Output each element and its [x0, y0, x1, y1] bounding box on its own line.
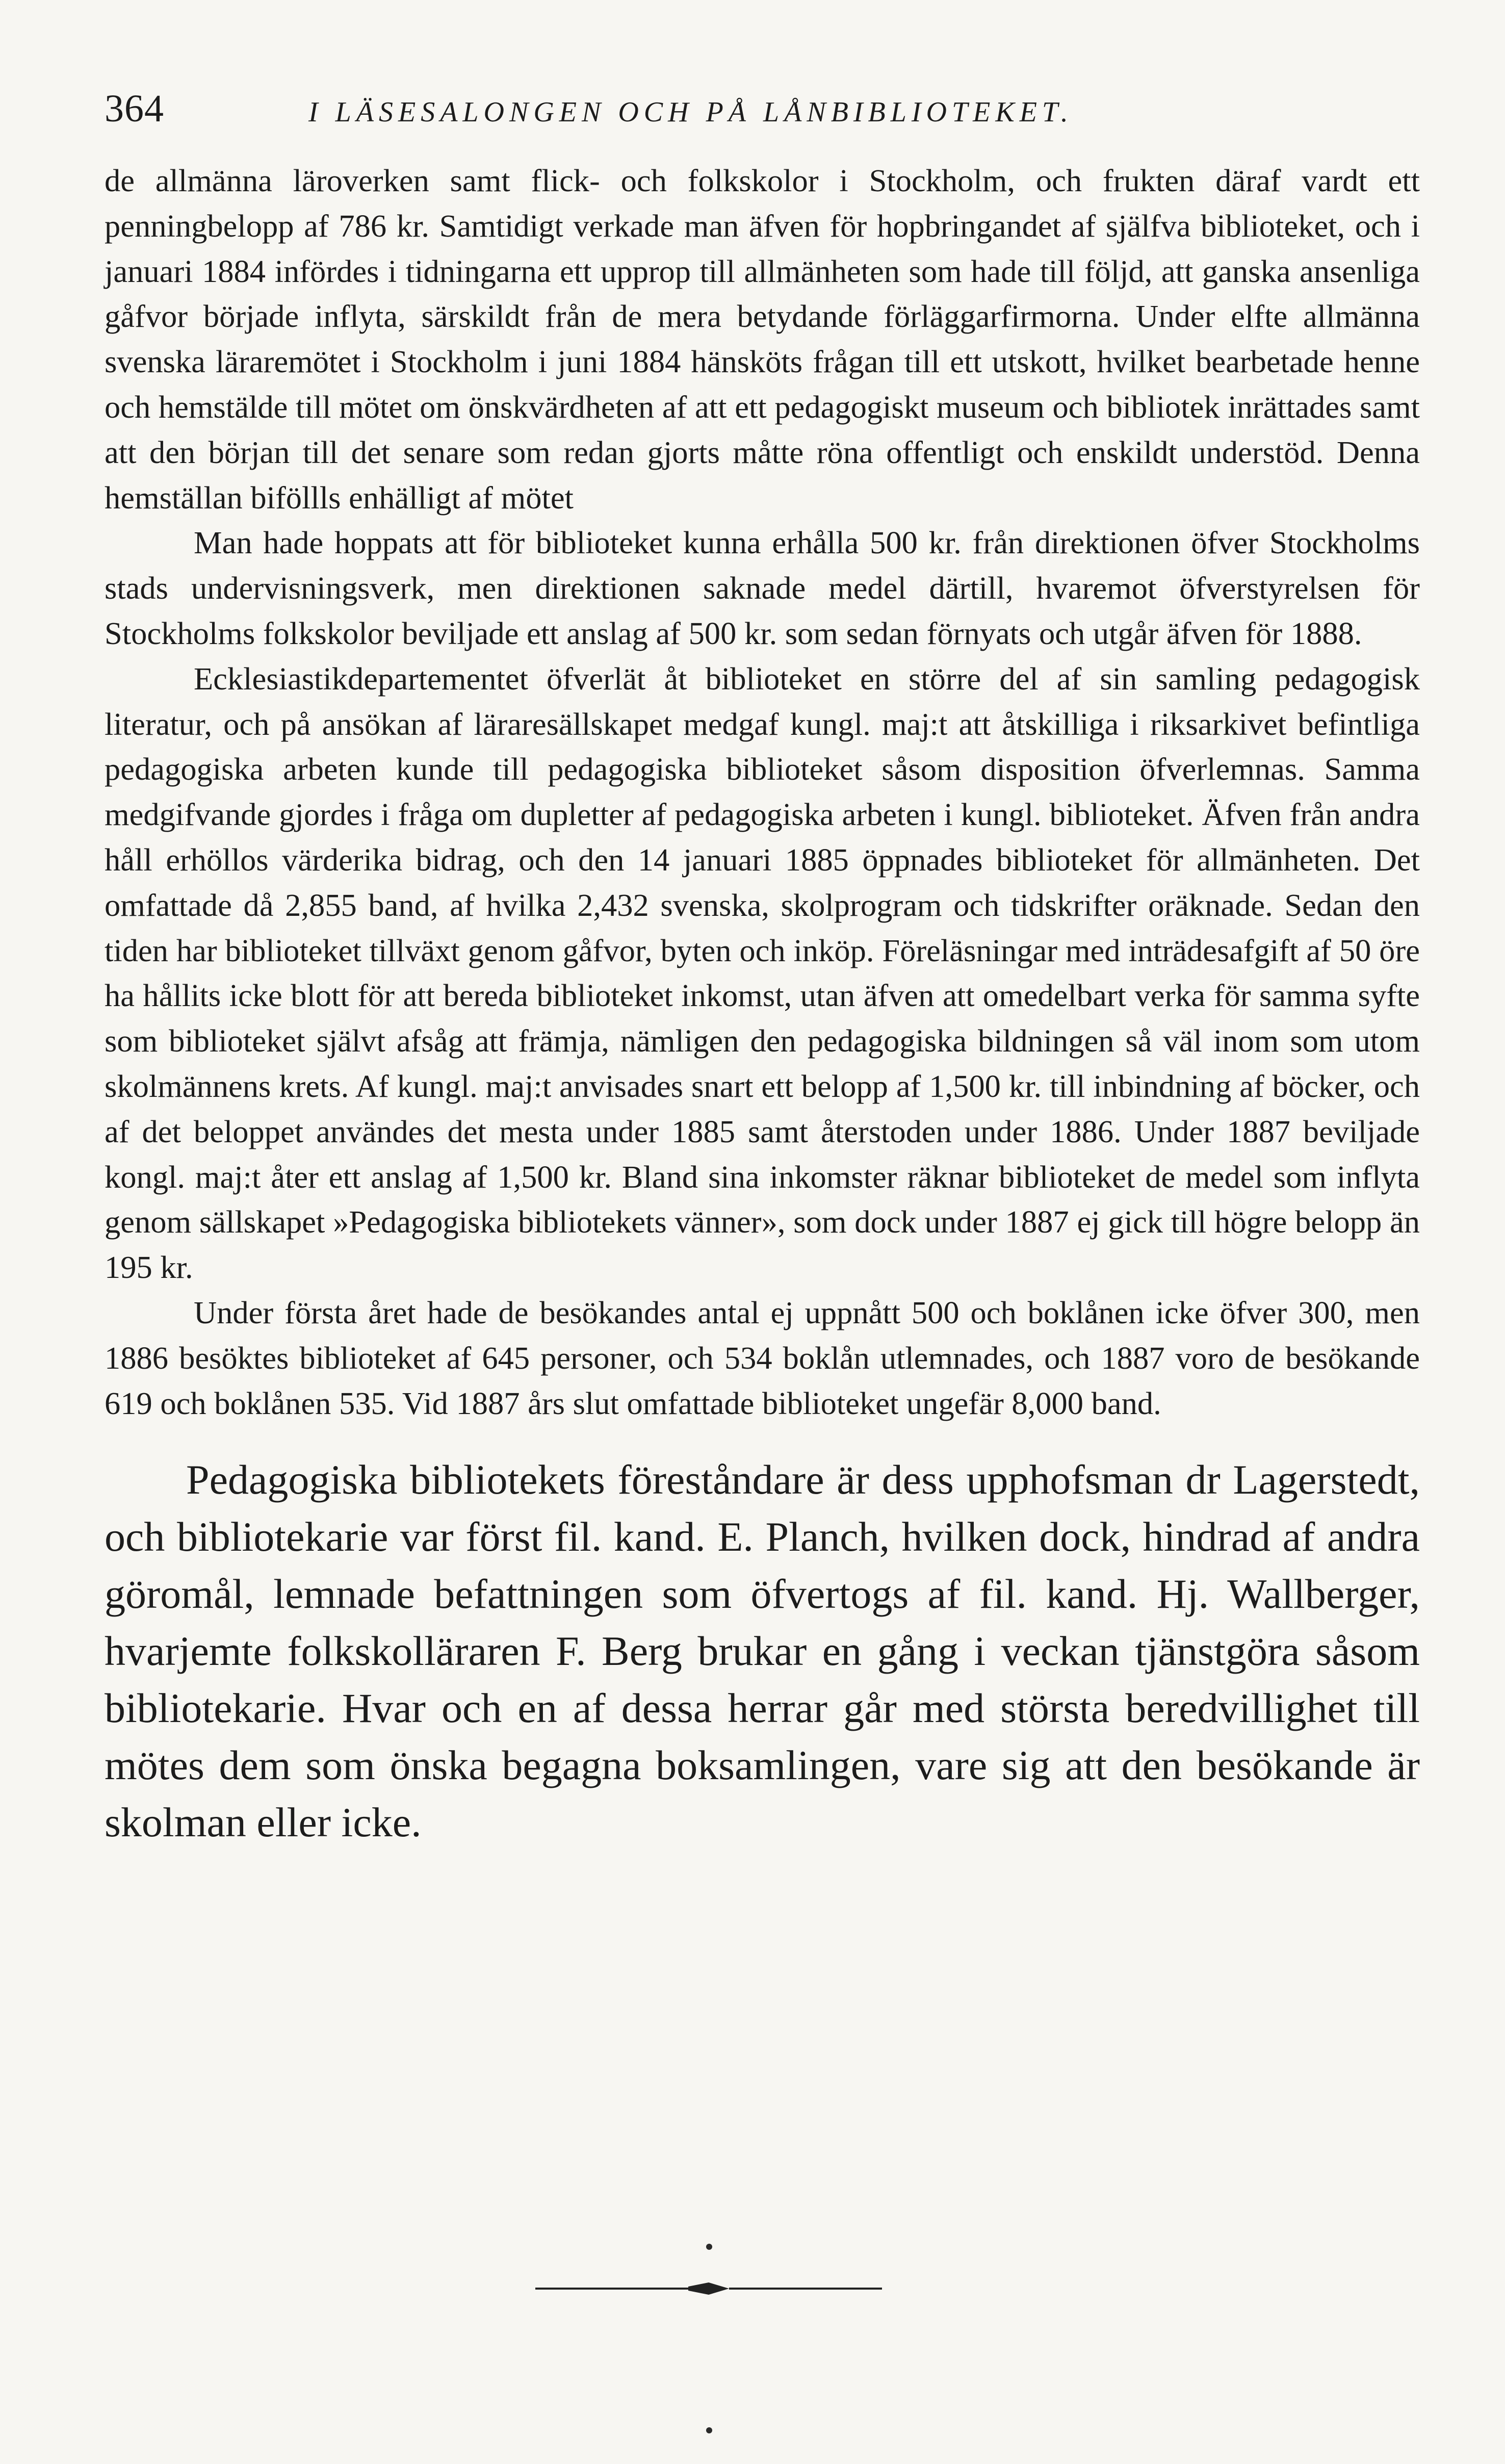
ornament-dot-top — [706, 2244, 712, 2250]
ornament-dot-bottom — [706, 2427, 712, 2433]
closing-paragraph: Pedagogiska bibliotekets föreståndare är dess upphofsman dr Lagerstedt, och bibliotekarie var först fil. kand. E. Planch, hvilken dock, hindrad af andra göromål, lemnade befattningen som öfvertogs af fil. kand. Hj. Wallberger, hvarjemte folkskolläraren F. Berg brukar en gång i veckan tjänstgöra såsom bibliotekarie. Hvar och en af dessa herrar går med största beredvillighet till mötes dem som önska begagna boksamlingen, vare sig att den besökande är skolman eller icke. — [105, 1456, 1420, 1846]
end-ornament-rule — [535, 2279, 882, 2298]
body-paragraph-2: Man hade hoppats att för biblioteket kunna erhålla 500 kr. från direktionen öfver Stockholms stads undervisningsverk, men direktionen saknade medel därtill, hvaremot öfverstyrelsen för Stockholms folkskolor beviljade ett anslag af 500 kr. som sedan förnyats och utgår äfven för 1888. — [105, 525, 1420, 651]
running-head — [105, 87, 1420, 138]
book-page — [105, 87, 1420, 1851]
body-paragraph-4: Under första året hade de besökandes antal ej uppnått 500 och boklånen icke öfver 300, men 1886 besöktes biblioteket af 645 personer, och 534 boklån utlemnades, och 1887 voro de besökande 619 och boklånen 535. Vid 1887 års slut omfattade biblioteket ungefär 8,000 band. — [105, 1294, 1420, 1421]
running-title: I LÄSESALONGEN OCH PÅ LÅNBIBLIOTEKET. — [308, 96, 1073, 128]
body-paragraph-1: de allmänna läroverken samt flick- och folkskolor i Stockholm, och frukten däraf vardt ett penningbelopp af 786 kr. Samtidigt verkade man äfven för hopbringandet af själfva biblioteket, och i januari 1884 infördes i tidningarna ett upprop till allmänheten som hade till följd, att ganska ansenliga gåfvor började inflyta, särskildt från de mera betydande förläggarfirmorna. Under elfte allmänna svenska läraremötet i Stockholm i juni 1884 hänsköts frågan till ett utskott, hvilket bearbetade henne och hemstälde till mötet om önskvärdheten af att ett pedagogiskt museum och bibliotek inrättades samt att den början till det senare som redan gjorts måtte röna offentligt och enskildt understöd. Denna hemställan biföllls enhälligt af mötet — [105, 163, 1420, 516]
body-paragraph-3: Ecklesiastikdepartementet öfverlät åt biblioteket en större del af sin samling pedagogisk literatur, och på ansökan af läraresällskapet medgaf kungl. maj:t att åtskilliga i riksarkivet befintliga pedagogiska arbeten kunde till pedagogiska biblioteket såsom disposition öfverlemnas. Samma medgifvande gjordes i fråga om dupletter af pedagogiska arbeten i kungl. biblioteket. Äfven från andra håll erhöllos värderika bidrag, och den 14 januari 1885 öppnades biblioteket för allmänheten. Det omfattade då 2,855 band, af hvilka 2,432 svenska, skolprogram och tidskrifter oräknade. Sedan den tiden har biblioteket tillväxt genom gåfvor, byten och inköp. Föreläsningar med inträdesafgift af 50 öre ha hållits icke blott för att bereda biblioteket inkomst, utan äfven att omedelbart verka för samma syfte som biblioteket självt afsåg att främja, nämligen den pedagogiska bildningen så väl inom som utom skolmännens krets. Af kungl. maj:t anvisades snart ett belopp af 1,500 kr. till inbindning af böcker, och af det beloppet användes det mesta under 1885 samt återstoden under 1886. Under 1887 beviljade kongl. maj:t åter ett anslag af 1,500 kr. Bland sina inkomster räknar biblioteket de medel som inflyta genom sällskapet »Pedagogiska bibliotekets vänner», som dock under 1887 ej gick till högre belopp än 195 kr. — [105, 660, 1420, 1286]
page-number: 364 — [105, 87, 164, 130]
